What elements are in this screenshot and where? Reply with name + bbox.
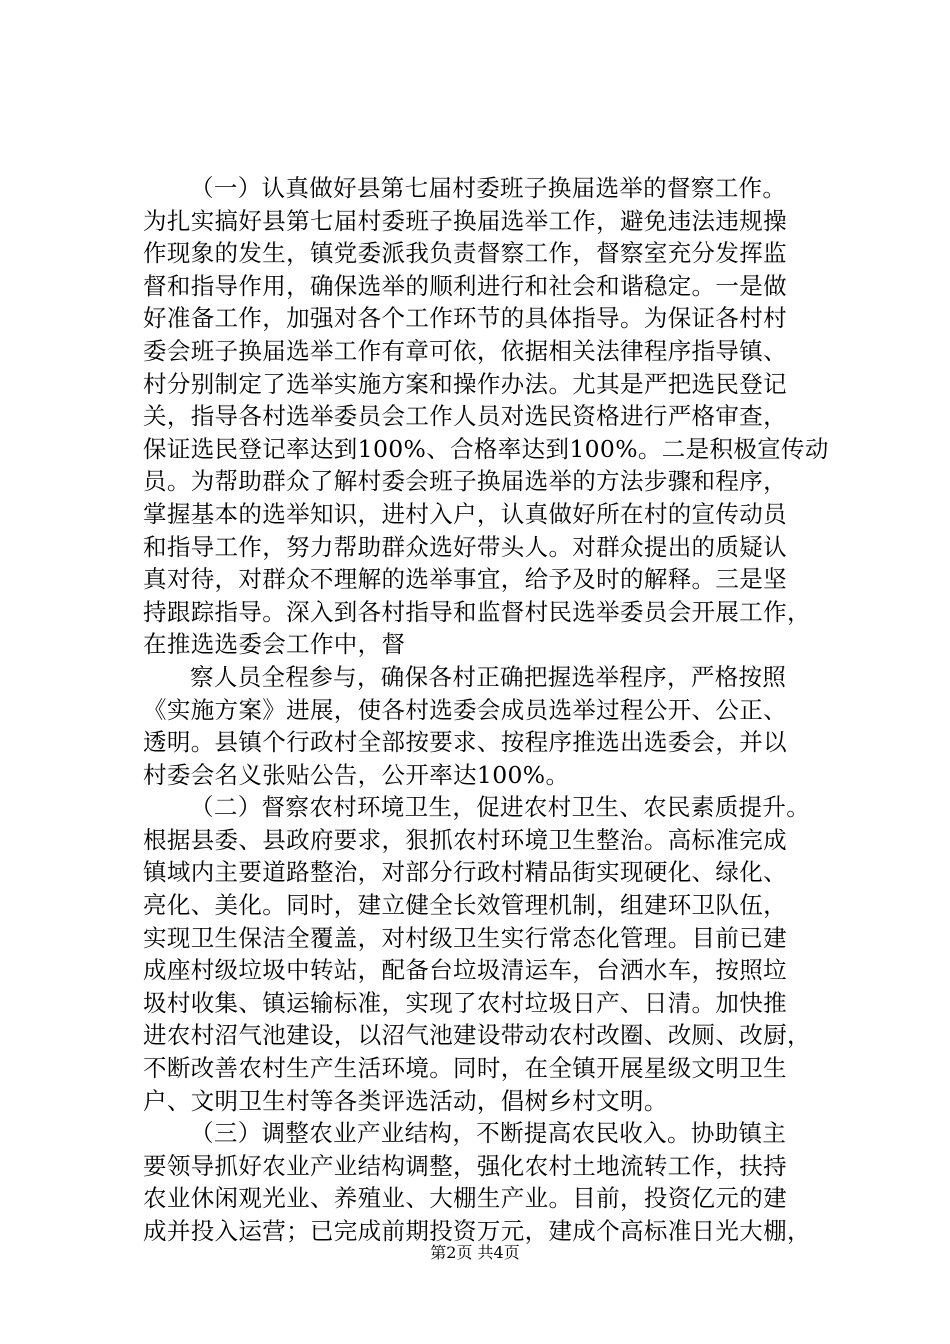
text-line: 员。为帮助群众了解村委会班子换届选举的方法步骤和程序， <box>143 467 787 496</box>
text-line: 进农村沼气池建设，以沼气池建设带动农村改圈、改厕、改厨， <box>143 1021 811 1050</box>
text-line: 作现象的发生，镇党委派我负责督察工作，督察室充分发挥监 <box>143 239 787 268</box>
text-line: 圾村收集、镇运输标准，实现了农村垃圾日产、日清。加快推 <box>143 988 787 1017</box>
text-line: 村委会名义张贴公告，公开率达100%。 <box>143 760 570 789</box>
text-line: 实现卫生保洁全覆盖，对村级卫生实行常态化管理。目前已建 <box>143 923 787 952</box>
text-line: 保证选民登记率达到100%、合格率达到100%。二是积极宣传动 <box>143 434 829 463</box>
text-line: 农业休闲观光业、养殖业、大棚生产业。目前，投资亿元的建 <box>143 1184 787 1213</box>
text-line: 持跟踪指导。深入到各村指导和监督村民选举委员会开展工作， <box>143 597 811 626</box>
text-line: 成座村级垃圾中转站，配备台垃圾清运车，台洒水车，按照垃 <box>143 956 787 985</box>
text-line: 好准备工作，加强对各个工作环节的具体指导。为保证各村村 <box>143 304 787 333</box>
text-line: （一）认真做好县第七届村委班子换届选举的督察工作。 <box>190 174 787 202</box>
text-line: 镇域内主要道路整治，对部分行政村精品街实现硬化、绿化、 <box>143 858 787 887</box>
text-line: 督和指导作用，确保选举的顺利进行和社会和谐稳定。一是做 <box>143 271 787 300</box>
text-line: 关，指导各村选举委员会工作人员对选民资格进行严格审查， <box>143 402 787 431</box>
text-line: 委会班子换届选举工作有章可依，依据相关法律程序指导镇、 <box>143 336 787 365</box>
page-footer: 第2页 共4页 <box>430 1243 520 1262</box>
text-line: （二）督察农村环境卫生，促进农村卫生、农民素质提升。 <box>190 793 811 822</box>
text-line: 村分别制定了选举实施方案和操作办法。尤其是严把选民登记 <box>143 369 787 398</box>
text-line: 不断改善农村生产生活环境。同时，在全镇开展星级文明卫生 <box>143 1054 787 1083</box>
text-line: （三）调整农业产业结构，不断提高农民收入。协助镇主 <box>190 1119 787 1148</box>
text-line: 掌握基本的选举知识，进村入户，认真做好所在村的宣传动员 <box>143 499 787 528</box>
text-line: 亮化、美化。同时，建立健全长效管理机制，组建环卫队伍， <box>143 891 787 920</box>
document-body <box>143 172 851 1248</box>
text-line: 真对待，对群众不理解的选举事宜，给予及时的解释。三是坚 <box>143 565 787 594</box>
text-line: 根据县委、县政府要求，狠抓农村环境卫生整治。高标准完成 <box>143 825 787 854</box>
text-line: 成并投入运营；已完成前期投资万元，建成个高标准日光大棚， <box>143 1217 811 1245</box>
text-line: 察人员全程参与，确保各村正确把握选举程序，严格按照 <box>190 662 787 691</box>
text-line: 要领导抓好农业产业结构调整，强化农村土地流转工作，扶持 <box>143 1151 787 1180</box>
text-line: 透明。县镇个行政村全部按要求、按程序推选出选委会，并以 <box>143 728 787 757</box>
text-line: 户、文明卫生村等各类评选活动，倡树乡村文明。 <box>143 1086 668 1115</box>
text-line: 在推选选委会工作中，督 <box>143 630 406 659</box>
text-line: 《实施方案》进展，使各村选委会成员选举过程公开、公正、 <box>143 695 787 724</box>
text-line: 和指导工作，努力帮助群众选好带头人。对群众提出的质疑认 <box>143 532 787 561</box>
text-line: 为扎实搞好县第七届村委班子换届选举工作，避免违法违规操 <box>143 206 787 235</box>
